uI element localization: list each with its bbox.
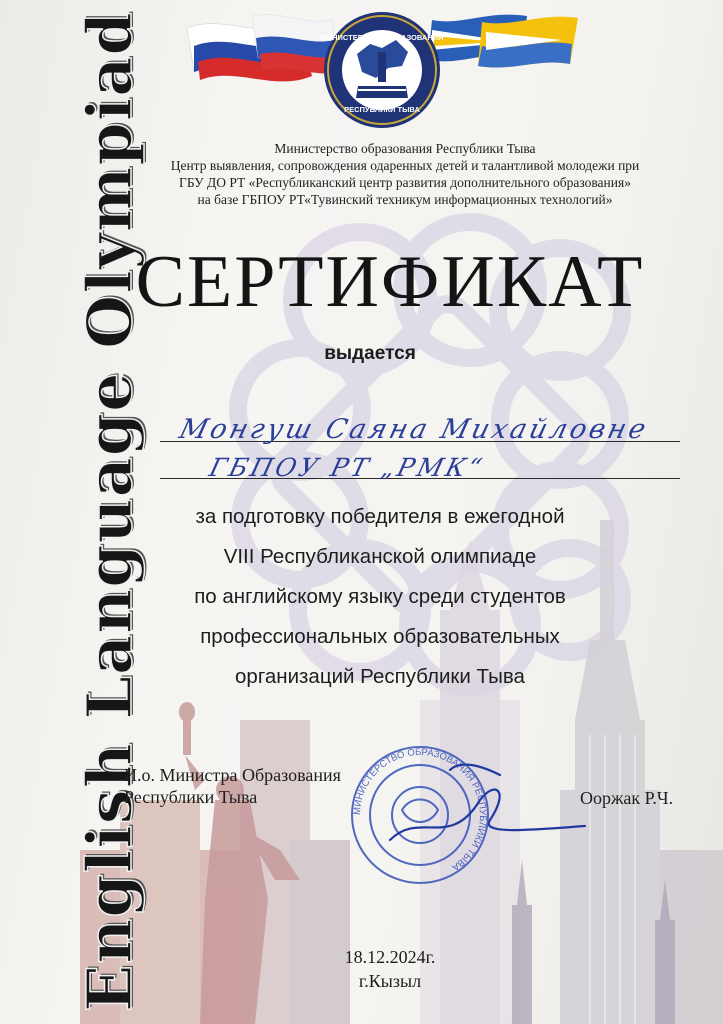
tuva-flag-icon — [428, 15, 578, 68]
header-line-4: на базе ГБПОУ РТ«Тувинский техникум информационных технологий» — [197, 192, 613, 207]
issue-city: г.Кызыл — [358, 971, 422, 991]
signer-position-line-1: И.о. Министра Образования — [124, 765, 341, 785]
header-line-2: Центр выявления, сопровождения одаренных детей и талантливой молодежи при — [170, 158, 640, 173]
signer-position — [124, 764, 341, 808]
certificate-body — [140, 497, 620, 697]
emblem-top-text: МИНИСТЕРСТВО ОБРАЗОВАНИЯ — [320, 33, 444, 42]
official-stamp — [330, 740, 590, 890]
certificate-title: СЕРТИФИКАТ — [135, 241, 645, 323]
recipient-name: Монгуш Саяна Михайловне — [176, 414, 652, 445]
russia-flag-icon — [187, 15, 340, 82]
ministry-emblem — [182, 6, 582, 134]
body-line-1: за подготовку победителя в ежегодной — [195, 505, 565, 528]
signer-name: Ооржак Р.Ч. — [580, 788, 674, 808]
side-title: English Language Olympiad — [73, 11, 146, 1012]
header-line-3: ГБУ ДО РТ «Республиканский центр развития дополнительного образования» — [179, 175, 631, 190]
recipient-organization: ГБПОУ РТ „РМК“ — [206, 453, 488, 482]
body-line-2: VIII Республиканской олимпиаде — [223, 545, 537, 568]
body-line-4: профессиональных образовательных — [200, 625, 560, 648]
header-line-1: Министерство образования Республики Тыва — [274, 141, 536, 156]
signer-position-line-2: Республики Тыва — [124, 787, 258, 807]
date-block — [330, 945, 450, 993]
body-line-5: организаций Республики Тыва — [235, 665, 525, 688]
issued-label: выдается — [324, 343, 416, 364]
header-block — [110, 140, 700, 208]
issue-date: 18.12.2024г. — [344, 947, 436, 967]
stamp-text: МИНИСТЕРСТВО ОБРАЗОВАНИЯ РЕСПУБЛИКИ ТЫВА — [351, 746, 489, 873]
body-line-3: по английскому языку среди студентов — [194, 585, 566, 608]
emblem-bottom-text: РЕСПУБЛИКИ ТЫВА — [344, 105, 420, 114]
